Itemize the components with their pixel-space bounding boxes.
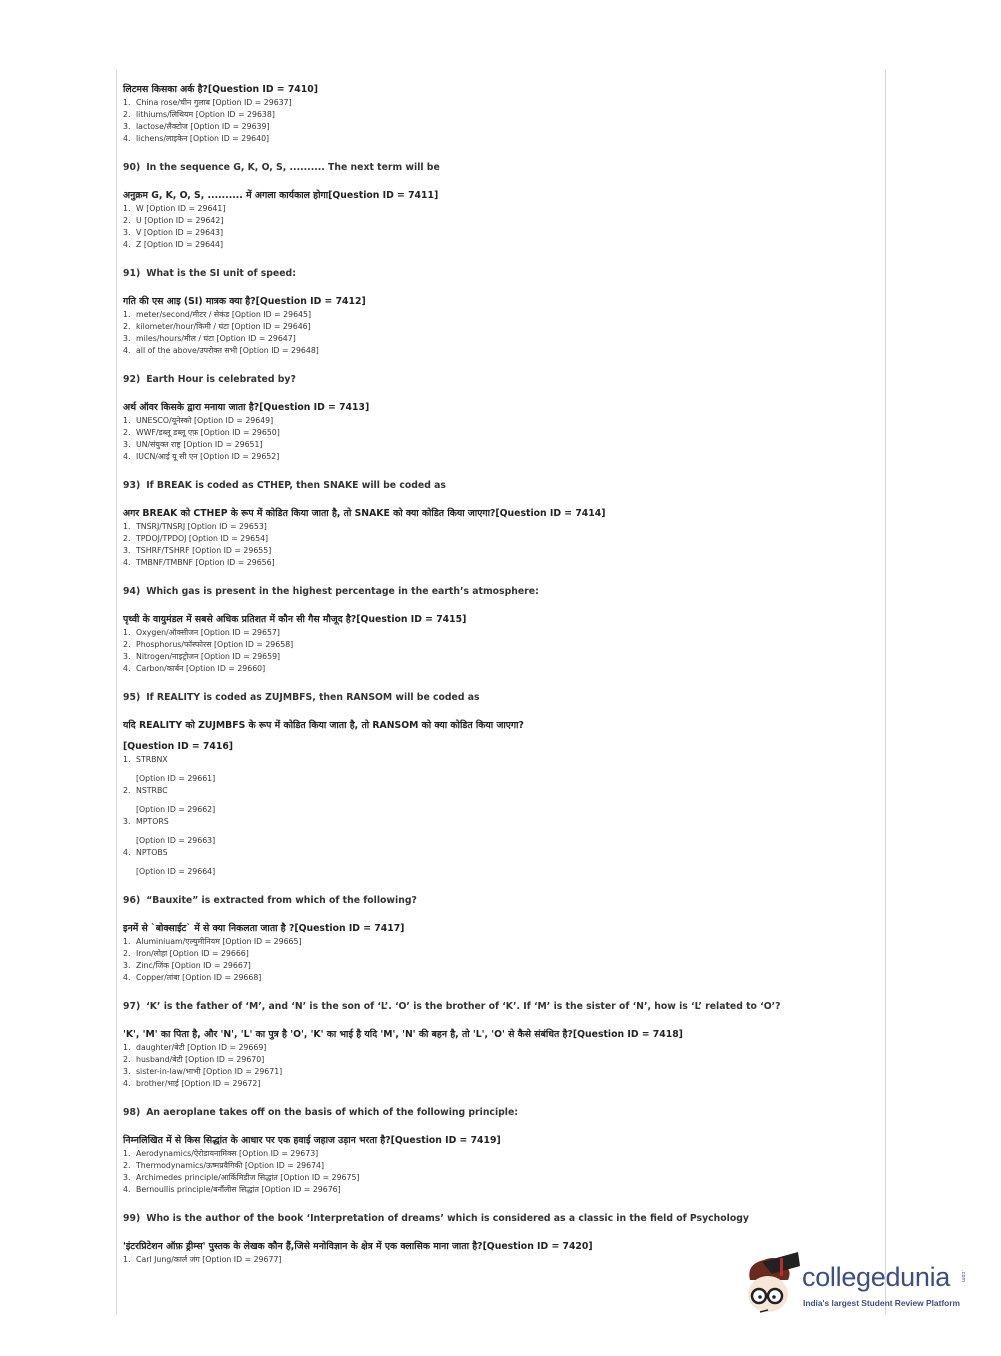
option-id: [Option ID = 29670] — [185, 1055, 265, 1064]
question-text: If REALITY is coded as ZUJMBFS, then RANSOM will be coded as — [146, 692, 480, 703]
question-english — [123, 267, 883, 281]
option-id: [Option ID = 29672] — [181, 1079, 261, 1088]
question-hindi — [123, 295, 883, 309]
option-id: [Option ID = 29660] — [186, 664, 266, 673]
option-text: lactose/लैक्टोज — [136, 122, 188, 131]
option-id: [Option ID = 29664] — [136, 867, 216, 876]
option-text: Zinc/जिंक — [136, 961, 170, 970]
option-item — [123, 533, 883, 545]
option-id: [Option ID = 29652] — [200, 452, 280, 461]
question-text: Earth Hour is celebrated by? — [146, 374, 296, 385]
option-text: lichens/लाइकेन — [136, 134, 188, 143]
question-hindi-text: इनमें से `बोक्साईट` में से क्या निकलता जाता है ? — [123, 923, 295, 934]
option-number: 4. — [123, 848, 131, 857]
option-id: [Option ID = 29671] — [203, 1067, 283, 1076]
option-number: 3. — [123, 1173, 131, 1182]
option-id: [Option ID = 29661] — [136, 774, 216, 783]
question-hindi-text: अर्थ ऑवर किसके द्वारा मनाया जाता है? — [123, 402, 260, 413]
option-id: [Option ID = 29676] — [261, 1185, 341, 1194]
option-item — [123, 121, 883, 133]
option-item — [123, 545, 883, 557]
option-item — [123, 972, 883, 984]
option-id: [Option ID = 29645] — [231, 310, 311, 319]
option-id: [Option ID = 29663] — [136, 836, 216, 845]
option-text: meter/second/मीटर / सेकंड — [136, 310, 230, 319]
question-hindi — [123, 1134, 883, 1148]
option-id: [Option ID = 29650] — [200, 428, 280, 437]
question-id: [Question ID = 7418] — [572, 1029, 683, 1040]
logo-tagline: India's largest Student Review Platform — [803, 1298, 960, 1308]
option-text: China rose/चीन गुलाब — [136, 98, 210, 107]
option-text: Carbon/कार्बन — [136, 664, 184, 673]
question-id: [Question ID = 7420] — [482, 1241, 593, 1252]
question-number: 97) — [123, 1001, 141, 1012]
option-item — [123, 1172, 883, 1184]
option-number: 2. — [123, 322, 131, 331]
question-block — [123, 1000, 883, 1090]
option-item — [123, 239, 883, 251]
option-item — [123, 521, 883, 533]
option-number: 1. — [123, 310, 131, 319]
option-id: [Option ID = 29659] — [200, 652, 281, 661]
option-item — [123, 451, 883, 463]
option-id: [Option ID = 29669] — [187, 1043, 267, 1052]
option-item — [123, 816, 883, 847]
option-number: 2. — [123, 1055, 131, 1064]
question-number: 96) — [123, 895, 141, 906]
page-border-right — [885, 70, 886, 1315]
question-english — [123, 691, 883, 705]
question-hindi-text: गति की एस आइ (SI) मात्रक क्या है? — [123, 296, 256, 307]
question-block — [123, 161, 883, 251]
option-id: [Option ID = 29657] — [200, 628, 280, 637]
question-hindi-text: पृथ्वी के वायुमंडल में सबसे अधिक प्रतिशत में कौन सी गैस मौजूद है? — [123, 614, 357, 625]
option-id: [Option ID = 29674] — [244, 1161, 325, 1170]
option-item — [123, 97, 883, 109]
question-hindi — [123, 507, 883, 521]
question-block — [123, 479, 883, 569]
option-number: 3. — [123, 652, 131, 661]
option-text: Thermodynamics/ऊष्मप्रवैगिकी — [136, 1161, 243, 1170]
option-number: 1. — [123, 522, 131, 531]
question-block — [123, 83, 883, 145]
option-item — [123, 215, 883, 227]
option-number: 2. — [123, 786, 131, 795]
option-number: 2. — [123, 640, 131, 649]
option-number: 4. — [123, 1185, 131, 1194]
question-number: 91) — [123, 268, 141, 279]
question-hindi-text: अगर BREAK को CTHEP के रूप में कोडित किया जाता है, तो SNAKE को क्या कोडित किया जाएगा? — [123, 508, 496, 519]
question-id: [Question ID = 7413] — [259, 402, 370, 413]
option-item — [123, 1078, 883, 1090]
option-number: 4. — [123, 973, 131, 982]
option-id: [Option ID = 29666] — [169, 949, 249, 958]
option-id: [Option ID = 29673] — [239, 1149, 319, 1158]
option-number: 2. — [123, 110, 131, 119]
option-id: [Option ID = 29648] — [239, 346, 319, 355]
option-text: TMBNF/TMBNF — [136, 558, 193, 567]
option-text: Iron/लोहा — [136, 949, 168, 958]
option-item — [123, 1066, 883, 1078]
question-hindi — [123, 1028, 883, 1042]
question-text: ‘K’ is the father of ‘M’, and ‘N’ is the son of ‘L’. ‘O’ is the brother of ‘K’. If ‘M’ is the sister of ‘N’, how is ‘L’ related to ‘O’? — [146, 1001, 781, 1012]
option-text: MPTORS — [136, 817, 169, 826]
question-hindi-text: यदि REALITY को ZUJMBFS के रूप में कोडित किया जाता है, तो RANSOM को क्या कोडित किया जाएगा? — [123, 720, 524, 731]
option-number: 2. — [123, 534, 131, 543]
option-item — [123, 415, 883, 427]
option-number: 3. — [123, 122, 131, 131]
option-text: Archimedes principle/आर्किमिडीज सिद्धांत — [136, 1173, 278, 1182]
option-text: Z — [136, 240, 142, 249]
question-text: What is the SI unit of speed: — [146, 268, 296, 279]
option-text: Phosphorus/फॉस्फोरस — [136, 640, 212, 649]
option-id: [Option ID = 29654] — [188, 534, 269, 543]
question-id: [Question ID = 7417] — [294, 923, 405, 934]
option-number: 4. — [123, 240, 131, 249]
collegedunia-logo — [742, 1250, 972, 1318]
option-number: 4. — [123, 558, 131, 567]
option-text: husband/बेटी — [136, 1055, 183, 1064]
option-id: [Option ID = 29667] — [171, 961, 251, 970]
option-number: 2. — [123, 428, 131, 437]
option-item — [123, 321, 883, 333]
option-id: [Option ID = 29643] — [143, 228, 224, 237]
option-text: STRBNX — [136, 755, 168, 764]
option-item — [123, 1042, 883, 1054]
logo-com: .com — [960, 1270, 966, 1283]
question-hindi-text: अनुक्रम G, K, O, S, .......... में अगला कार्यकाल होगा — [123, 190, 329, 201]
question-block — [123, 373, 883, 463]
option-number: 1. — [123, 416, 131, 425]
option-text: miles/hours/मील / घंटा — [136, 334, 215, 343]
option-id: [Option ID = 29658] — [214, 640, 294, 649]
option-text: IUCN/आई यू सी एन — [136, 452, 198, 461]
question-id: [Question ID = 7415] — [356, 614, 467, 625]
option-text: WWF/डब्लू डब्लू एफ़ — [136, 428, 199, 437]
option-number: 3. — [123, 440, 131, 449]
option-text: NPTOBS — [136, 848, 168, 857]
option-number: 4. — [123, 346, 131, 355]
option-number: 2. — [123, 949, 131, 958]
option-id: [Option ID = 29638] — [195, 110, 275, 119]
question-hindi — [123, 401, 883, 415]
option-id: [Option ID = 29662] — [136, 805, 216, 814]
question-block — [123, 691, 883, 878]
option-number: 1. — [123, 1255, 131, 1264]
question-hindi-text: 'इंटरप्रिटेशन ऑफ़ ड्रीम्स' पुस्तक के लेखक कौन हैं,जिसे मनोविज्ञान के क्षेत्र में एक क्लासिक माना जाता है? — [123, 1241, 483, 1252]
option-item — [123, 1160, 883, 1172]
option-item — [123, 557, 883, 569]
option-id: [Option ID = 29644] — [143, 240, 224, 249]
option-number: 4. — [123, 1079, 131, 1088]
question-block — [123, 894, 883, 984]
option-text: Nitrogen/नाइट्रोजन — [136, 652, 199, 661]
option-text: NSTRBC — [136, 786, 168, 795]
mascot-icon — [742, 1250, 804, 1318]
question-id: [Question ID = 7419] — [390, 1135, 501, 1146]
question-block — [123, 267, 883, 357]
question-number: 92) — [123, 374, 141, 385]
option-text: W — [136, 204, 144, 213]
option-item — [123, 345, 883, 357]
option-number: 1. — [123, 1149, 131, 1158]
option-item — [123, 333, 883, 345]
option-number: 3. — [123, 817, 131, 826]
option-text: U — [136, 216, 142, 225]
option-item — [123, 203, 883, 215]
option-item — [123, 639, 883, 651]
option-text: UN/संयुक्त राष्ट्र — [136, 440, 181, 449]
option-number: 3. — [123, 961, 131, 970]
option-text: TNSRJ/TNSRJ — [136, 522, 186, 531]
question-hindi-text: लिटमस किसका अर्क है? — [123, 84, 208, 95]
question-text: Who is the author of the book ‘Interpretation of dreams’ which is considered as a classic in the field of Psychology — [146, 1213, 749, 1224]
option-id: [Option ID = 29647] — [216, 334, 296, 343]
option-item — [123, 651, 883, 663]
option-text: Copper/तांबा — [136, 973, 180, 982]
option-item — [123, 427, 883, 439]
question-number: 94) — [123, 586, 141, 597]
option-id: [Option ID = 29665] — [222, 937, 302, 946]
option-text: brother/भाई — [136, 1079, 179, 1088]
question-english — [123, 373, 883, 387]
option-text: Aerodynamics/ऐरोडायनामिक्स — [136, 1149, 237, 1158]
option-text: all of the above/उपरोक्त सभी — [136, 346, 238, 355]
question-hindi — [123, 83, 883, 97]
question-id: [Question ID = 7414] — [495, 508, 606, 519]
option-number: 3. — [123, 546, 131, 555]
option-id: [Option ID = 29637] — [212, 98, 292, 107]
option-item — [123, 785, 883, 816]
question-hindi — [123, 613, 883, 627]
option-number: 1. — [123, 628, 131, 637]
option-item — [123, 133, 883, 145]
question-text: If BREAK is coded as CTHEP, then SNAKE will be coded as — [146, 480, 446, 491]
option-text: Carl Jung/कार्ल जंग — [136, 1255, 200, 1264]
option-id: [Option ID = 29653] — [187, 522, 267, 531]
option-item — [123, 439, 883, 451]
question-english — [123, 1212, 883, 1226]
question-text: An aeroplane takes off on the basis of which of the following principle: — [146, 1107, 518, 1118]
option-number: 4. — [123, 664, 131, 673]
option-id: [Option ID = 29677] — [202, 1255, 282, 1264]
option-item — [123, 663, 883, 675]
question-id: [Question ID = 7416] — [123, 741, 234, 752]
question-id: [Question ID = 7411] — [328, 190, 439, 201]
question-english — [123, 1000, 883, 1014]
option-id: [Option ID = 29656] — [195, 558, 275, 567]
option-item — [123, 227, 883, 239]
question-english — [123, 894, 883, 908]
option-number: 3. — [123, 334, 131, 343]
option-number: 2. — [123, 1161, 131, 1170]
question-english — [123, 1106, 883, 1120]
question-number: 95) — [123, 692, 141, 703]
question-hindi-text: 'K', 'M' का पिता है, और 'N', 'L' का पुत्र है 'O', 'K' का भाई है यदि 'M', 'N' की बहन है, तो 'L', 'O' से कैसे संबंधित है? — [123, 1029, 573, 1040]
option-text: sister-in-law/भाभी — [136, 1067, 201, 1076]
option-number: 1. — [123, 937, 131, 946]
option-number: 1. — [123, 98, 131, 107]
option-item — [123, 936, 883, 948]
option-id: [Option ID = 29646] — [231, 322, 311, 331]
option-number: 3. — [123, 228, 131, 237]
question-text: “Bauxite” is extracted from which of the following? — [146, 895, 417, 906]
option-item — [123, 109, 883, 121]
option-text: daughter/बेटी — [136, 1043, 185, 1052]
option-id: [Option ID = 29641] — [146, 204, 226, 213]
question-hindi-text: निम्नलिखित में से किस सिद्धांत के आधार पर एक हवाई जहाज उड़ान भरता है? — [123, 1135, 391, 1146]
option-item — [123, 309, 883, 321]
option-id: [Option ID = 29655] — [192, 546, 272, 555]
question-text: In the sequence G, K, O, S, .......... The next term will be — [146, 162, 440, 173]
question-number: 93) — [123, 480, 141, 491]
option-number: 2. — [123, 216, 131, 225]
option-item — [123, 960, 883, 972]
option-id: [Option ID = 29675] — [280, 1173, 360, 1182]
question-id: [Question ID = 7410] — [207, 84, 318, 95]
question-hindi — [123, 189, 883, 203]
option-item — [123, 1054, 883, 1066]
option-text: kilometer/hour/किमी / घंटा — [136, 322, 230, 331]
option-number: 1. — [123, 755, 131, 764]
option-item — [123, 1148, 883, 1160]
question-list — [123, 83, 883, 1282]
page-border-left — [116, 70, 117, 1315]
option-text: TPDOJ/TPDOJ — [136, 534, 187, 543]
option-text: lithiums/लिथियम — [136, 110, 194, 119]
option-item — [123, 627, 883, 639]
option-text: Bernoullis principle/बर्नौलीस सिद्धांत — [136, 1185, 259, 1194]
question-hindi — [123, 922, 883, 936]
option-item — [123, 754, 883, 785]
option-item — [123, 948, 883, 960]
question-number: 99) — [123, 1213, 141, 1224]
option-text: Oxygen/ऑक्सीजन — [136, 628, 199, 637]
option-id: [Option ID = 29668] — [182, 973, 262, 982]
question-number: 90) — [123, 162, 141, 173]
option-number: 4. — [123, 134, 131, 143]
option-text: Aluminiuam/एल्युमीनियम — [136, 937, 223, 946]
question-text: Which gas is present in the highest percentage in the earth’s atmosphere: — [146, 586, 539, 597]
option-id: [Option ID = 29642] — [144, 216, 224, 225]
question-english — [123, 161, 883, 175]
option-text: TSHRF/TSHRF — [136, 546, 190, 555]
question-block — [123, 585, 883, 675]
option-number: 3. — [123, 1067, 131, 1076]
option-id: [Option ID = 29651] — [183, 440, 263, 449]
question-english — [123, 585, 883, 599]
option-number: 4. — [123, 452, 131, 461]
option-id: [Option ID = 29640] — [189, 134, 270, 143]
option-text: V — [136, 228, 142, 237]
question-english — [123, 479, 883, 493]
option-id: [Option ID = 29639] — [190, 122, 270, 131]
question-id: [Question ID = 7412] — [255, 296, 366, 307]
question-hindi — [123, 719, 883, 733]
logo-brand: collegedunia — [802, 1262, 951, 1292]
option-number: 1. — [123, 1043, 131, 1052]
option-text: UNESCO/यूनेस्को — [136, 416, 192, 425]
option-item — [123, 847, 883, 878]
option-item — [123, 1184, 883, 1196]
question-number: 98) — [123, 1107, 141, 1118]
option-number: 1. — [123, 204, 131, 213]
option-id: [Option ID = 29649] — [194, 416, 274, 425]
question-block — [123, 1106, 883, 1196]
